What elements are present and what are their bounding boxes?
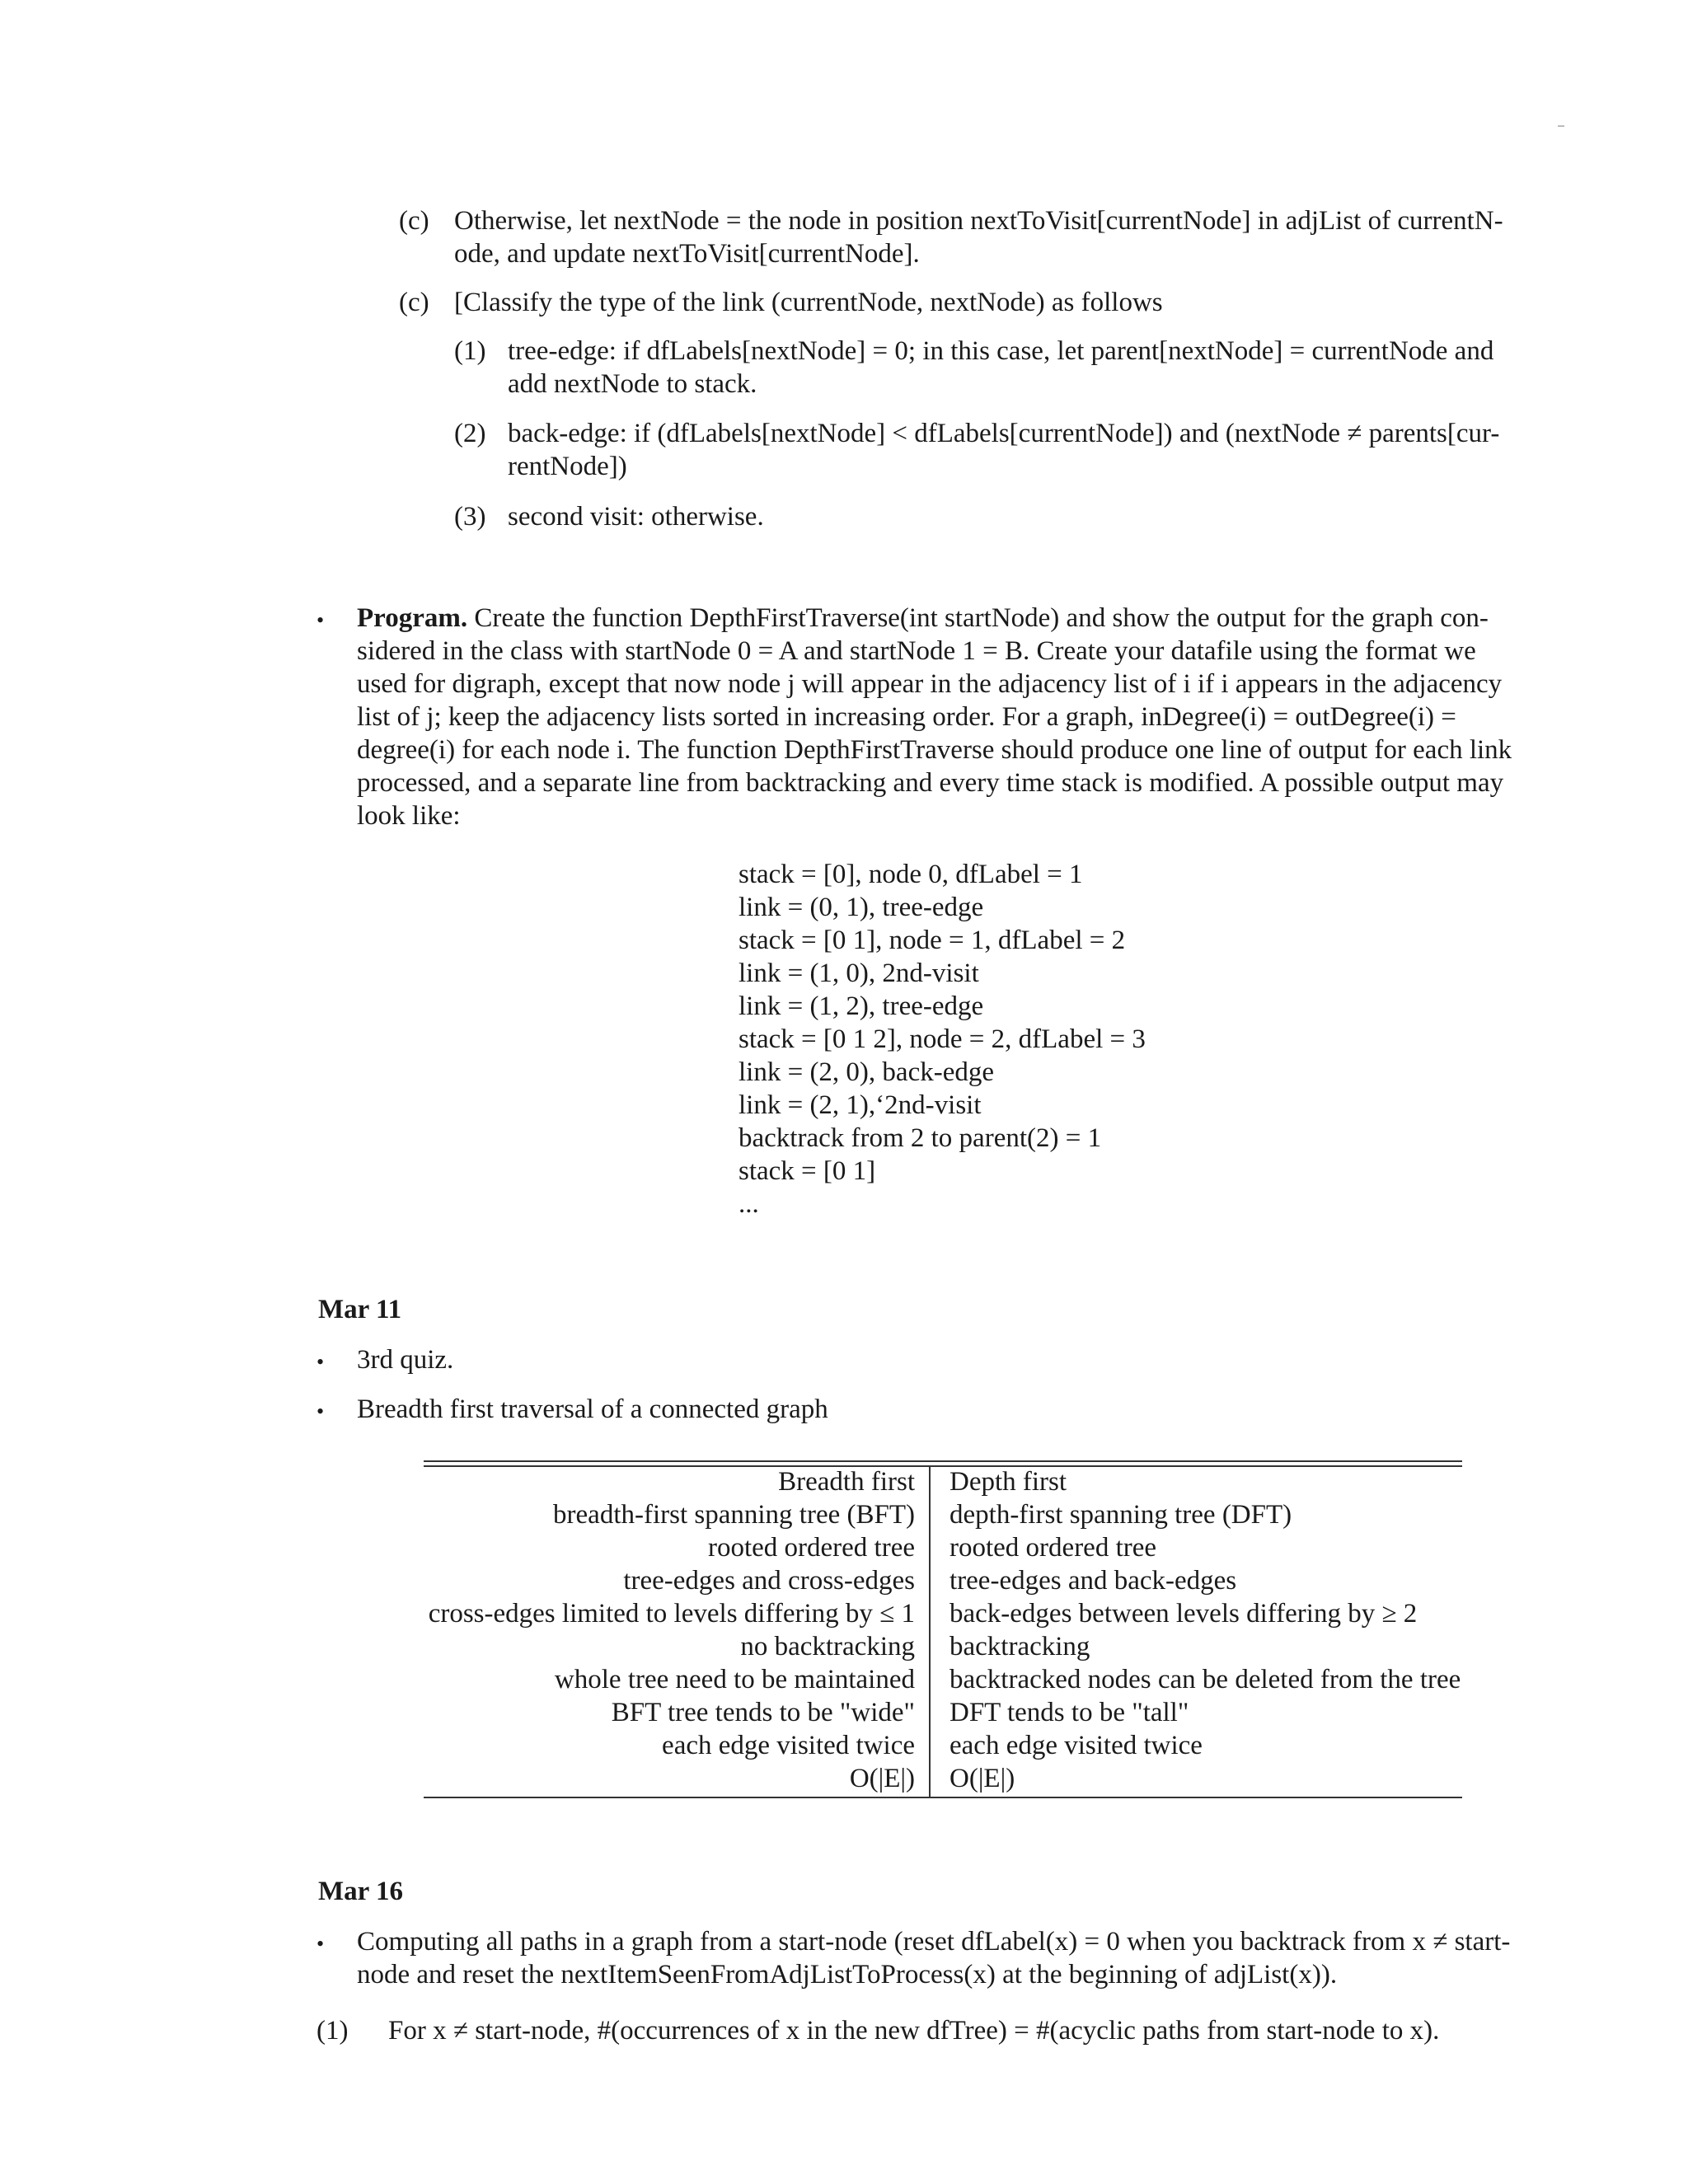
table-cell-right: backtracked nodes can be deleted from the tree [950, 1665, 1461, 1694]
substep-2-line1: back-edge: if (dfLabels[nextNode] < dfLabels[currentNode]) and (nextNode ≠ parents[cur- [508, 419, 1500, 448]
output-line: link = (1, 2), tree-edge [738, 991, 984, 1021]
table-column-divider [929, 1467, 931, 1797]
table-cell-left: rooted ordered tree [707, 1533, 915, 1563]
substep-1-line1: tree-edge: if dfLabels[nextNode] = 0; in this case, let parent[nextNode] = currentNode and [508, 336, 1494, 366]
step-c1-line1: Otherwise, let nextNode = the node in position nextToVisit[currentNode] in adjList of currentN- [454, 206, 1503, 236]
table-cell-right: each edge visited twice [950, 1731, 1203, 1760]
substep-2-line2: rentNode]) [508, 452, 627, 481]
table-cell-left: BFT tree tends to be "wide" [611, 1698, 915, 1727]
mar11-bullet1: 3rd quiz. [357, 1345, 454, 1375]
program-heading: Program. [357, 603, 468, 633]
output-line: stack = [0], node 0, dfLabel = 1 [738, 860, 1083, 889]
step-c2-text: [Classify the type of the link (currentNode, nextNode) as follows [454, 288, 1163, 317]
program-line5: degree(i) for each node i. The function DepthFirstTraverse should produce one line of output for each link [357, 735, 1512, 765]
bullet-icon: • [316, 1350, 325, 1374]
output-line: link = (2, 1),‘2nd-visit [738, 1090, 982, 1120]
mar16-bullet [357, 1925, 1510, 1991]
substep-1-text [508, 335, 1493, 401]
table-cell-left: no backtracking [740, 1632, 915, 1661]
output-line: link = (2, 0), back-edge [738, 1057, 995, 1087]
table-cell-right: tree-edges and back-edges [950, 1566, 1237, 1596]
table-right-column [950, 1465, 1461, 1795]
output-line: stack = [0 1] [738, 1156, 876, 1186]
corner-mark [1558, 125, 1564, 127]
mar16-bullet-line2: node and reset the nextItemSeenFromAdjListToProcess(x) at the beginning of adjList(x)). [357, 1960, 1338, 1990]
step-c1-line2: ode, and update nextToVisit[currentNode]. [454, 239, 920, 269]
output-line: ... [738, 1189, 759, 1219]
sample-output [738, 858, 1146, 1221]
table-cell-left: O(|E|) [849, 1764, 915, 1793]
output-line: link = (1, 0), 2nd-visit [738, 958, 979, 988]
bullet-icon: • [316, 1399, 325, 1423]
substep-1-label: (1) [454, 336, 486, 366]
step-c1-text [454, 204, 1526, 270]
program-line2: sidered in the class with startNode 0 = A and startNode 1 = B. Create your datafile using the format we [357, 636, 1476, 666]
program-line6: processed, and a separate line from backtracking and every time stack is modified. A possible output may [357, 768, 1504, 798]
bullet-icon: • [316, 1932, 325, 1956]
mar11-bullet2: Breadth first traversal of a connected graph [357, 1394, 828, 1424]
output-line: stack = [0 1 2], node = 2, dfLabel = 3 [738, 1024, 1146, 1054]
step-c2-label: (c) [399, 288, 429, 317]
table-cell-right: back-edges between levels differing by ≥ 2 [950, 1599, 1418, 1629]
substep-2-text [508, 417, 1499, 483]
output-line: stack = [0 1], node = 1, dfLabel = 2 [738, 926, 1126, 955]
mar16-item1-text: For x ≠ start-node, #(occurrences of x in the new dfTree) = #(acyclic paths from start-node to x). [388, 2016, 1440, 2046]
table-left-column [429, 1465, 915, 1795]
program-line7: look like: [357, 801, 461, 831]
table-cell-right: backtracking [950, 1632, 1090, 1661]
table-top-rule-1 [424, 1460, 1462, 1462]
program-line3: used for digraph, except that now node j will appear in the adjacency list of i if i appears in the adjacency [357, 669, 1503, 699]
substep-1-line2: add nextNode to stack. [508, 369, 757, 399]
program-paragraph [357, 602, 1512, 832]
mar16-heading: Mar 16 [318, 1877, 403, 1906]
mar16-item1-label: (1) [316, 2016, 349, 2046]
bullet-icon: • [316, 608, 325, 632]
table-cell-left: each edge visited twice [662, 1731, 915, 1760]
mar16-bullet-line1: Computing all paths in a graph from a start-node (reset dfLabel(x) = 0 when you backtrack from x ≠ start- [357, 1927, 1511, 1957]
program-line1: Create the function DepthFirstTraverse(int startNode) and show the output for the graph con- [474, 603, 1489, 633]
table-cell-left: tree-edges and cross-edges [623, 1566, 915, 1596]
table-cell-right: DFT tends to be "tall" [950, 1698, 1189, 1727]
table-cell-right: Depth first [950, 1467, 1067, 1497]
table-cell-right: depth-first spanning tree (DFT) [950, 1500, 1292, 1530]
table-cell-right: O(|E|) [950, 1764, 1015, 1793]
substep-3-text: second visit: otherwise. [508, 502, 764, 532]
table-cell-left: cross-edges limited to levels differing by ≤ 1 [428, 1599, 915, 1629]
substep-3-label: (3) [454, 502, 486, 532]
step-c1-label: (c) [399, 206, 429, 236]
table-cell-left: breadth-first spanning tree (BFT) [553, 1500, 915, 1530]
mar11-heading: Mar 11 [318, 1295, 402, 1324]
table-bottom-rule [424, 1797, 1462, 1798]
table-cell-left: whole tree need to be maintained [554, 1665, 915, 1694]
output-line: backtrack from 2 to parent(2) = 1 [738, 1123, 1102, 1153]
table-cell-left: Breadth first [778, 1467, 915, 1497]
substep-2-label: (2) [454, 419, 486, 448]
table-cell-right: rooted ordered tree [950, 1533, 1157, 1563]
output-line: link = (0, 1), tree-edge [738, 893, 984, 922]
program-line4: list of j; keep the adjacency lists sorted in increasing order. For a graph, inDegree(i) = outDegree(i) = [357, 702, 1456, 732]
